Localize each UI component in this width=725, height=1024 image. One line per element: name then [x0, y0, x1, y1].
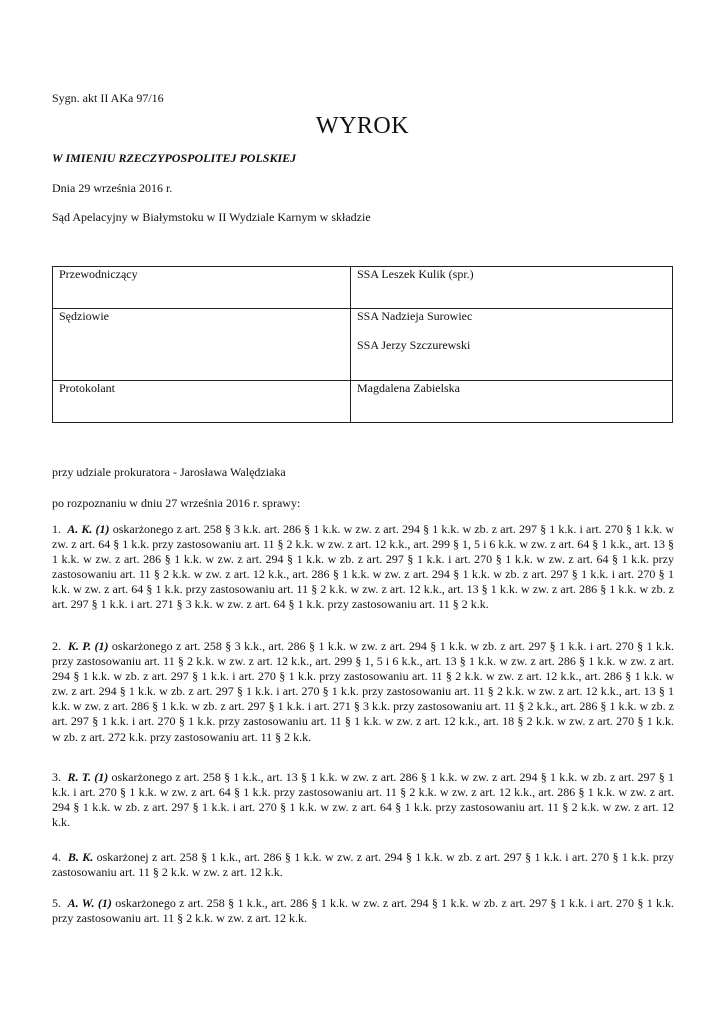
- court-composition-intro: Sąd Apelacyjny w Białymstoku w II Wydziale Karnym w składzie: [52, 210, 371, 224]
- defendant-name: K. P. (1): [67, 639, 109, 653]
- panel-row-judges: [53, 309, 673, 381]
- charge-number: 3.: [52, 770, 61, 784]
- prosecutor-line: przy udziale prokuratora - Jarosława Walędziaka: [52, 465, 286, 479]
- panel-row-chair: [53, 267, 673, 309]
- charge-text: oskarżonej z art. 258 § 1 k.k., art. 286 § 1 k.k. w zw. z art. 294 § 1 k.k. w zb. z art. 297 § 1 k.k. i art. 270 § 1 k.k. przy zastosowaniu art. 11 § 2 k.k. w zw. z art. 12 k.k.: [52, 850, 675, 880]
- hearing-line: po rozpoznaniu w dniu 27 września 2016 r. sprawy:: [52, 496, 301, 510]
- defendant-name: A. K. (1): [67, 522, 110, 536]
- charge-text: oskarżonego z art. 258 § 1 k.k., art. 286 § 1 k.k. w zw. z art. 294 § 1 k.k. w zb. z art. 297 § 1 k.k. i art. 270 § 1 k.k. przy zastosowaniu art. 11 § 2 k.k. w zw. z art. 12 k.k.: [52, 896, 675, 926]
- charge-text: oskarżonego z art. 258 § 3 k.k. art. 286 § 1 k.k. w zw. z art. 294 § 1 k.k. w zb. z art. 297 § 1 k.k. i art. 270 § 1 k.k. w zw. z art. 64 § 1 k.k. przy zastosowaniu art. 11 § 2 k.k. w zw. z art. 12 k.k., art. 299 § 1, 5 i 6 k.k. w zw. z art. 64 § 1 k.k., art. 13 § 1 k.k. w zw. z art. 286 § 1 k.k. w zw. z art. 294 § 1 k.k. w zb. z art. 297 § 1 k.k. i art. 270 § 1 k.k. w zw. z art. 64 § 1 k.k. przy zastosowaniu art. 11 § 2 k.k. w zw. z art. 12 k.k., art. 286 § 1 k.k. w zw. z art. 294 § 1 k.k. w zb. z art. 297 § 1 k.k. i art. 270 § 1 k.k. w zw. z art. 64 § 1 k.k. przy zastosowaniu art. 11 § 2 k.k. w zw. z art. 12 k.k., art. 13 § 1 k.k. w zw. z art. 286 § 1 k.k. w zb. z art. 297 § 1 k.k. i art. 271 § 3 k.k. w zw. z art. 64 § 1 k.k. przy zastosowaniu art. 11 § 2 k.k.: [52, 522, 675, 612]
- clerk-name: Magdalena Zabielska: [351, 381, 673, 423]
- charge-paragraph: [52, 850, 674, 880]
- charge-paragraph: [52, 522, 674, 613]
- judgment-date: Dnia 29 września 2016 r.: [52, 181, 173, 195]
- panel-row-clerk: [53, 381, 673, 423]
- charge-number: 2.: [52, 639, 61, 653]
- charge-text: oskarżonego z art. 258 § 1 k.k., art. 13 § 1 k.k. w zw. z art. 286 § 1 k.k. w zw. z art. 294 § 1 k.k. w zb. z art. 297 § 1 k.k. i art. 270 § 1 k.k. w zw. z art. 64 § 1 k.k. przy zastosowaniu art. 11 § 2 k.k. w zw. z art. 12 k.k., art. 286 § 1 k.k. w zw. z art. 294 § 1 k.k. w zb. z art. 297 § 1 k.k. i art. 270 § 1 k.k. w zw. z art. 64 § 1 k.k. przy zastosowaniu art. 11 § 2 k.k. w zw. z art. 12 k.k.: [52, 770, 675, 830]
- clerk-role: Protokolant: [53, 381, 351, 423]
- judge-name: SSA Nadzieja Surowiec: [357, 309, 473, 323]
- defendant-name: A. W. (1): [67, 896, 112, 910]
- charge-paragraph: [52, 770, 674, 830]
- case-signature: Sygn. akt II AKa 97/16: [52, 91, 164, 105]
- chair-name: SSA Leszek Kulik (spr.): [351, 267, 673, 309]
- charge-number: 4.: [52, 850, 61, 864]
- judges-names: [351, 309, 673, 381]
- document-title: WYROK: [315, 113, 410, 139]
- charge-number: 1.: [52, 522, 61, 536]
- defendant-name: R. T. (1): [67, 770, 109, 784]
- judge-name: SSA Jerzy Szczurewski: [357, 338, 471, 352]
- chair-role: Przewodniczący: [53, 267, 351, 309]
- in-the-name-heading: W IMIENIU RZECZYPOSPOLITEJ POLSKIEJ: [52, 151, 297, 165]
- judges-role: Sędziowie: [53, 309, 351, 381]
- charge-paragraph: [52, 639, 674, 745]
- panel-table: [52, 266, 673, 423]
- defendant-name: B. K.: [67, 850, 94, 864]
- charge-paragraph: [52, 896, 674, 926]
- charge-text: oskarżonego z art. 258 § 3 k.k., art. 286 § 1 k.k. w zw. z art. 294 § 1 k.k. w zb. z art. 297 § 1 k.k. i art. 270 § 1 k.k. przy zastosowaniu art. 11 § 2 k.k. w zw. z art. 12 k.k., art. 299 § 1, 5 i 6 k.k., art. 13 § 1 k.k. w zw. z art. 286 § 1 k.k. w zw. z art. 294 § 1 k.k. w zb. z art. 297 § 1 k.k. i art. 270 § 1 k.k. przy zastosowaniu art. 11 § 2 k.k. w zw. z art. 12 k.k., art. 286 § 1 k.k. w zw. z art. 294 § 1 k.k. w zb. z art. 297 § 1 k.k. i art. 270 § 1 k.k. przy zastosowaniu art. 11 § 2 k.k. w zw. z art. 12 k.k., art. 13 § 1 k.k. w zw. z art. 286 § 1 k.k. w zb. z art. 297 § 1 k.k. i art. 271 § 3 k.k. przy zastosowaniu art. 11 § 2 k.k., art. 286 § 1 k.k. w zb. z art. 297 § 1 k.k. i art. 270 § 1 k.k. przy zastosowaniu art. 11 § 1 k.k. w zw. z art. 12 k.k., art. 18 § 2 k.k. w zw. z art. 270 § 1 k.k. w zb. z art. 272 k.k. przy zastosowaniu art. 11 § 2 k.k.: [52, 639, 675, 744]
- charge-number: 5.: [52, 896, 61, 910]
